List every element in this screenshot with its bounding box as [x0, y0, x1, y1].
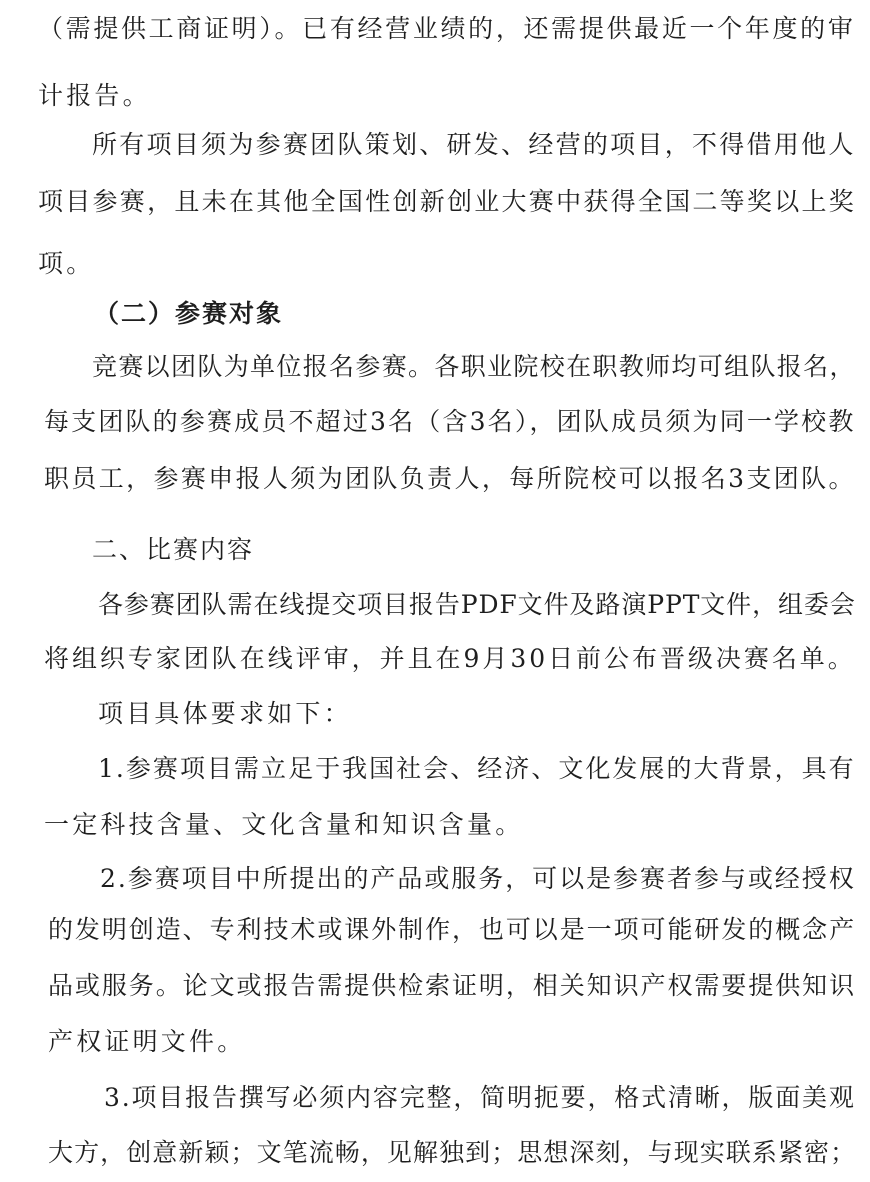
- section-heading: （二）参赛对象: [94, 299, 284, 328]
- text-line: 产权证明文件。: [48, 1027, 246, 1056]
- text-line: 将组织专家团队在线评审，并且在9月30日前公布晋级决赛名单。: [44, 644, 856, 673]
- text-line: 大方，创意新颖；文笔流畅，见解独到；思想深刻，与现实联系紧密；: [48, 1138, 857, 1167]
- text-line: 品或服务。论文或报告需提供检索证明，相关知识产权需要提供知识: [48, 971, 857, 1000]
- text-line: 项。: [38, 249, 95, 278]
- text-line: 竞赛以团队为单位报名参赛。各职业院校在职教师均可组队报名，: [92, 352, 856, 381]
- text-line: 一定科技含量、文化含量和知识含量。: [44, 810, 524, 839]
- text-line: （需提供工商证明）。已有经营业绩的，还需提供最近一个年度的审: [38, 14, 856, 43]
- text-line: 的发明创造、专利技术或课外制作，也可以是一项可能研发的概念产: [48, 915, 857, 944]
- text-line: 项目参赛，且未在其他全国性创新创业大赛中获得全国二等奖以上奖: [38, 187, 857, 216]
- text-line: 1.参赛项目需立足于我国社会、经济、文化发展的大背景，具有: [98, 754, 856, 783]
- text-line: 职员工，参赛申报人须为团队负责人，每所院校可以报名3支团队。: [44, 464, 856, 493]
- text-line: 2.参赛项目中所提出的产品或服务，可以是参赛者参与或经授权: [100, 864, 856, 893]
- text-line: 每支团队的参赛成员不超过3名（含3名），团队成员须为同一学校教: [44, 407, 856, 436]
- section-heading: 二、比赛内容: [92, 535, 255, 564]
- text-line: 计报告。: [38, 81, 151, 110]
- text-line: 3.项目报告撰写必须内容完整，简明扼要，格式清晰，版面美观: [104, 1083, 856, 1112]
- text-line: 所有项目须为参赛团队策划、研发、经营的项目，不得借用他人: [92, 130, 856, 159]
- text-line: 各参赛团队需在线提交项目报告PDF文件及路演PPT文件，组委会: [98, 590, 856, 619]
- text-line: 项目具体要求如下：: [98, 699, 352, 728]
